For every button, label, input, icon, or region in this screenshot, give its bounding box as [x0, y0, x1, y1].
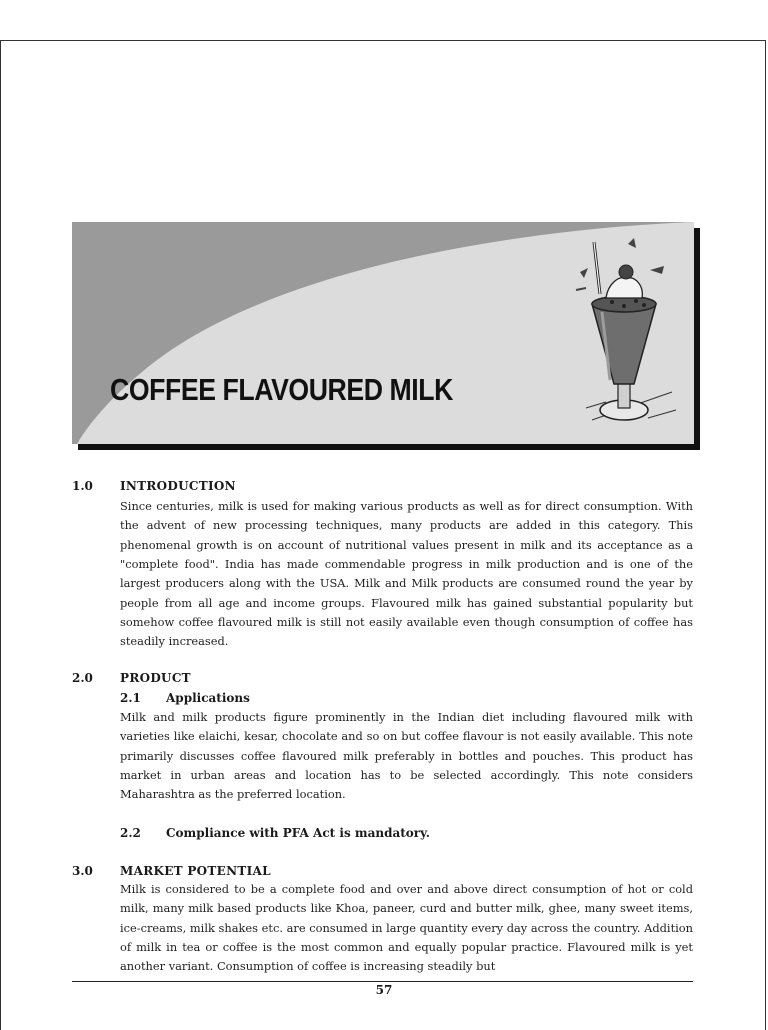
section-heading-product: PRODUCT: [120, 671, 191, 685]
chapter-title: COFFEE FLAVOURED MILK: [110, 372, 453, 407]
applications-paragraph: Milk and milk products figure prominently in the Indian diet including flavoured milk with varieties like elaichi, kesar, chocolate and so on but coffee flavour is not easily available. This note primarily discusses coffee flavoured milk preferably in bottles and pouches. This product has market in urban areas and location has to be selected accordingly. This note considers Maharashtra as the preferred location.: [120, 710, 693, 802]
subsection-number-compliance: 2.2: [120, 826, 141, 840]
section-number-market-potential: 3.0: [72, 864, 93, 878]
coffee-milkshake-glass-icon: [572, 232, 682, 432]
section-heading-introduction: INTRODUCTION: [120, 479, 236, 493]
chapter-banner: [72, 222, 700, 450]
subsection-heading-applications: Applications: [166, 691, 250, 705]
footer-divider: [72, 981, 693, 982]
page-number: 57: [375, 983, 393, 997]
banner-panel: [72, 222, 694, 444]
market-potential-paragraph: Milk is considered to be a complete food and over and above direct consumption of hot or cold milk, many milk based products like Khoa, paneer, curd and butter milk, ghee, many sweet items, ice-creams, milk shakes etc. are consumed in large quantity every day across the country. Addition of milk in tea or coffee is the most common and equally popular practice. Flavoured milk is yet another variant. Consumption of coffee is increasing steadily but: [120, 882, 693, 974]
section-heading-market-potential: MARKET POTENTIAL: [120, 864, 271, 878]
subsection-heading-compliance: Compliance with PFA Act is mandatory.: [166, 826, 430, 840]
section-number-introduction: 1.0: [72, 479, 93, 493]
introduction-paragraph: Since centuries, milk is used for making various products as well as for direct consumption. With the advent of new processing techniques, many products are added in this category. This phenomenal growth is on account of nutritional values present in milk and its acceptance as a "complete food". India has made commendable progress in milk production and is one of the largest producers along with the USA. Milk and Milk products are consumed round the year by people from all age and income groups. Flavoured milk has gained substantial popularity but somehow coffee flavoured milk is still not easily available even though consumption of coffee has steadily increased.: [120, 499, 693, 649]
subsection-number-applications: 2.1: [120, 691, 141, 705]
section-number-product: 2.0: [72, 671, 93, 685]
